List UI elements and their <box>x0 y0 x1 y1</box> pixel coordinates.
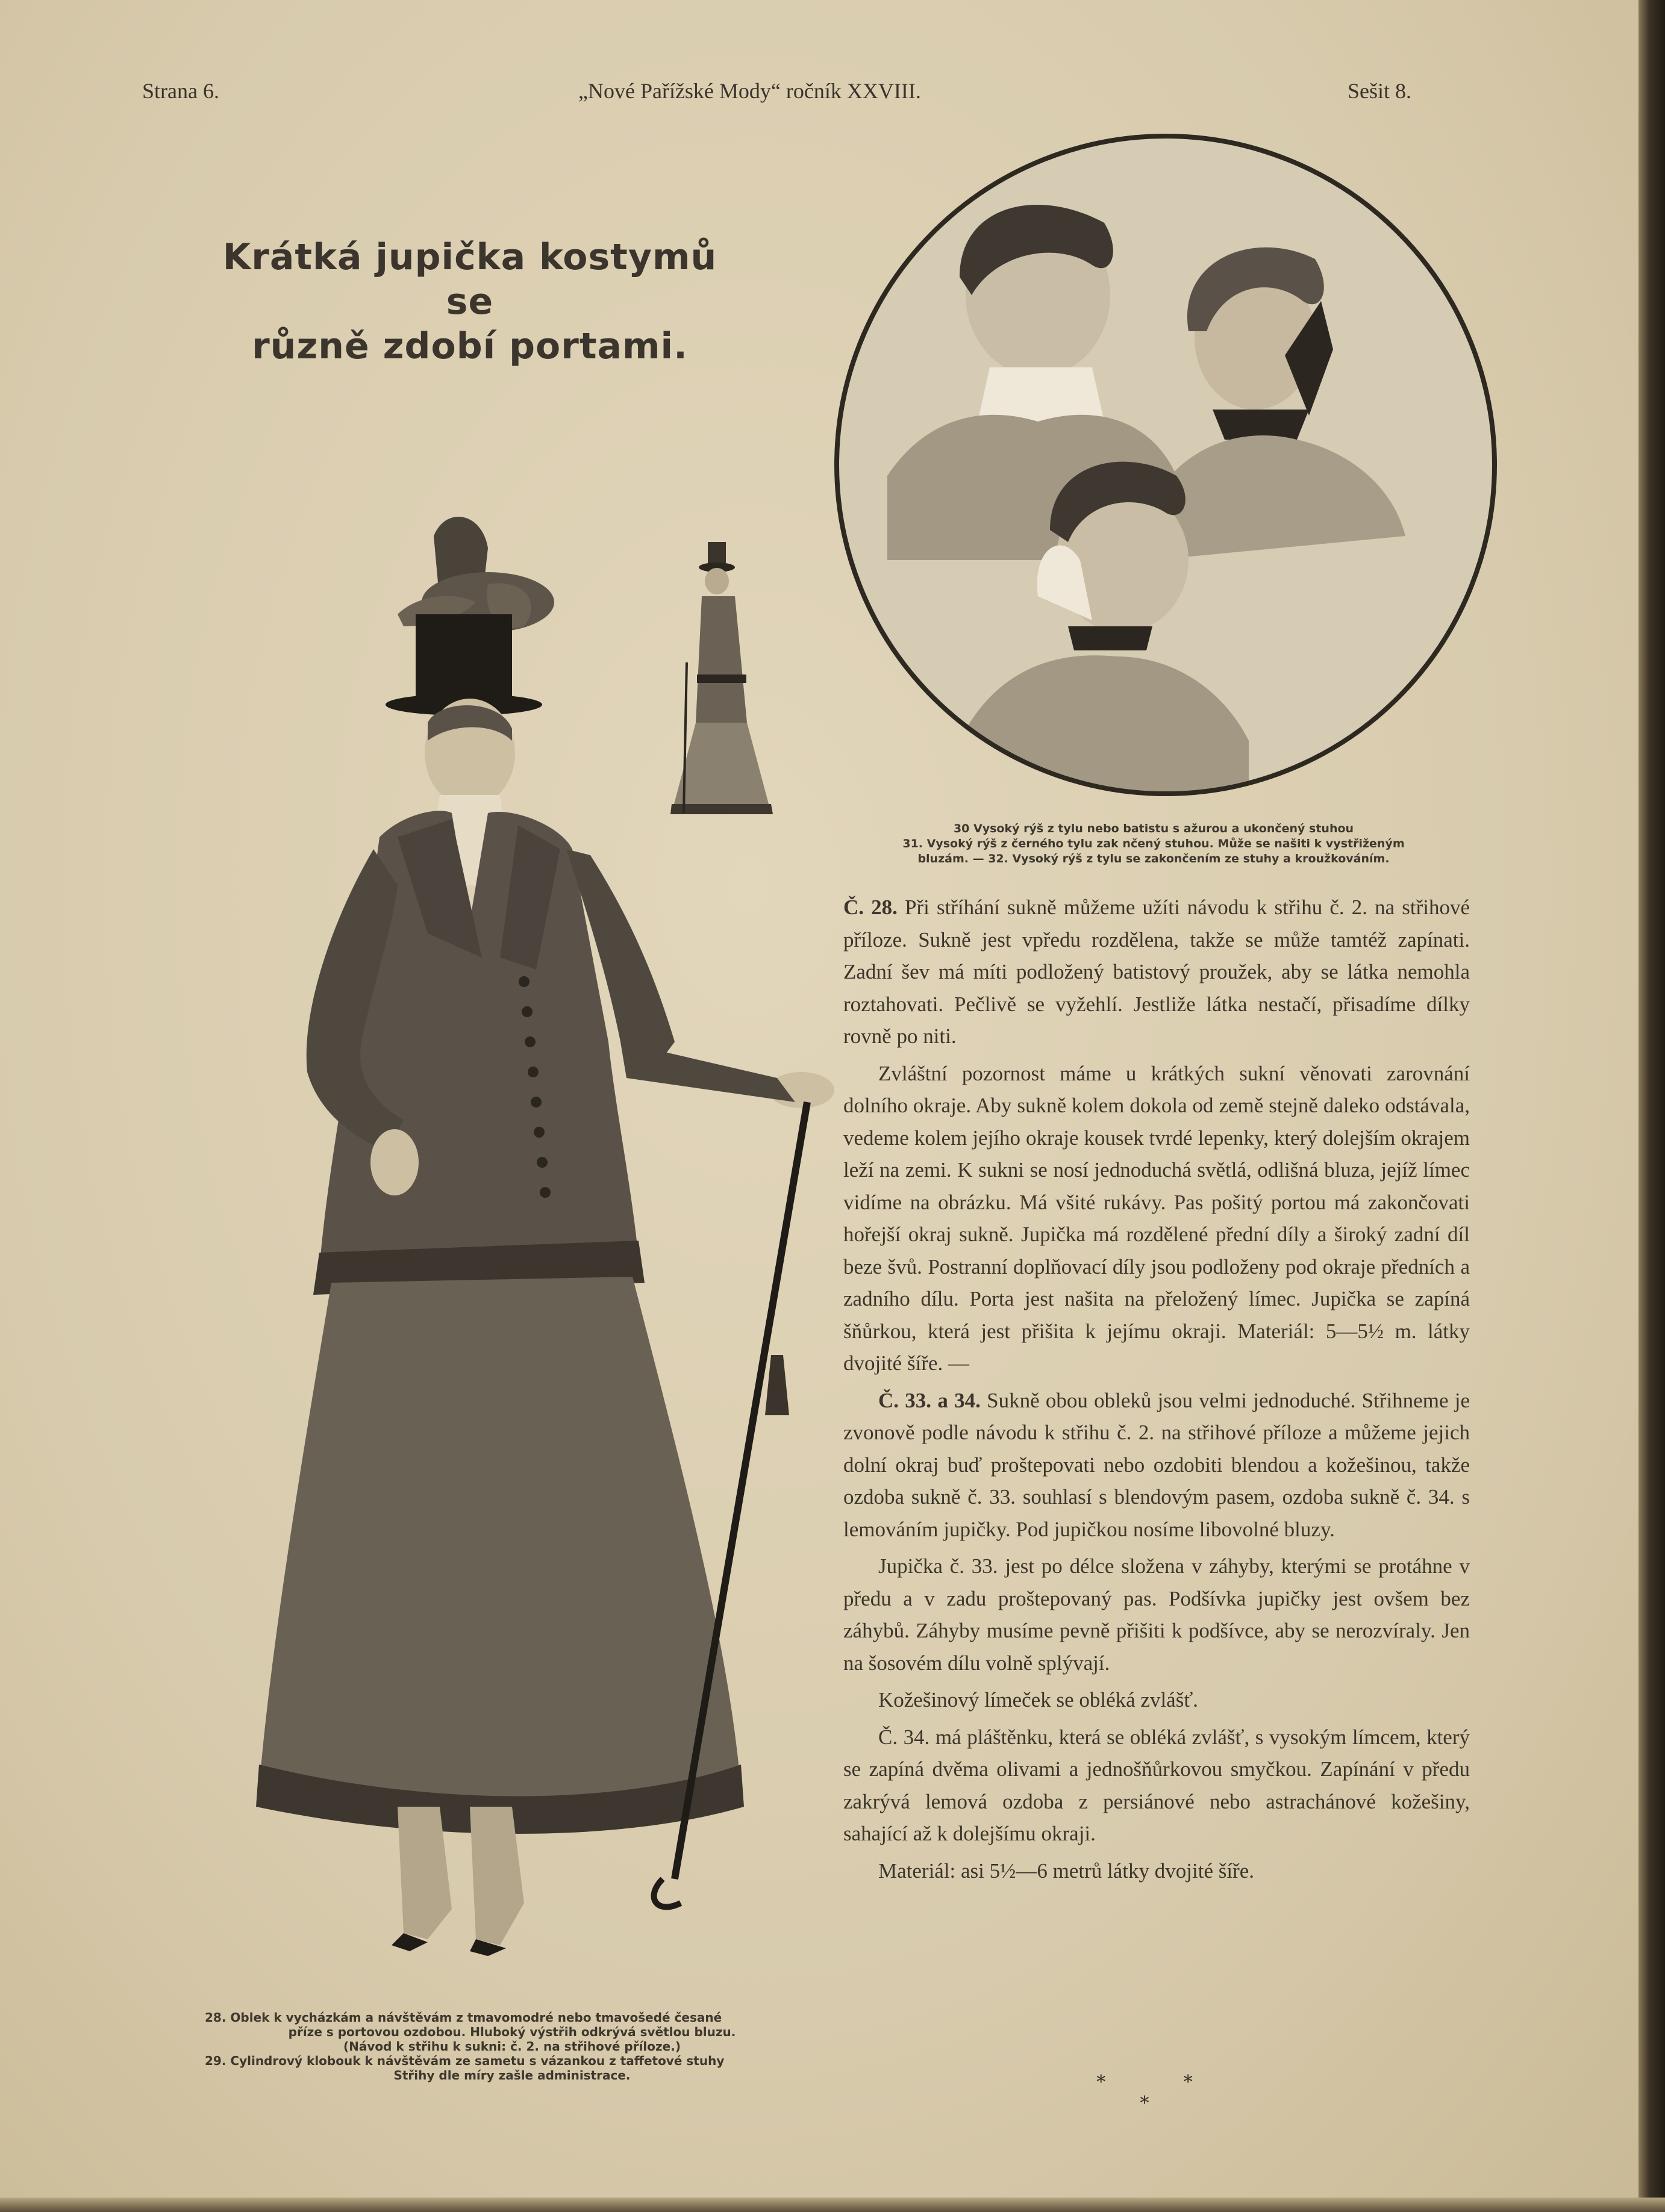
figure-caption-line-2: příze s portovou ozdobou. Hluboký výstřih odkrývá světlou bluzu. <box>288 2025 736 2039</box>
issue-number: Sešit 8. <box>1348 79 1412 103</box>
three-heads-illustration <box>839 139 1492 791</box>
magazine-title: „Nové Pařížské Mody“ ročník XXVIII. <box>578 79 921 103</box>
circle-caption-line-3: bluzám. — 32. Vysoký rýš z tylu se zakončením ze stuhy a kroužkováním. <box>917 852 1390 865</box>
paragraph-1-text: Při stříhání sukně můžeme užíti návodu k střihu č. 2. na střihové příloze. Sukně jest vpředu rozdělena, takže se může tamtéž zapínati. Zadní šev má míti podložený batistový proužek, aby se látka nemohla roztahovati. Pečlivě se vyžehlí. Jestliže látka nestačí, přisadíme dílky rovně po niti. <box>843 896 1470 1048</box>
paragraph-7: Materiál: asi 5½—6 metrů látky dvojité šíře. <box>878 1858 1255 1883</box>
figure-caption <box>205 2010 819 2083</box>
page-bottom-edge <box>0 2198 1665 2212</box>
circle-caption-line-1: 30 Vysoký rýš z tylu nebo batistu s ažurou a ukončený stuhou <box>953 822 1354 835</box>
article-body <box>843 891 1470 1892</box>
page-edge-shadow <box>1638 0 1665 2212</box>
paragraph-1 <box>843 891 1470 1053</box>
article-title-line-1: Krátká jupička kostymů se <box>222 236 717 323</box>
article-title-line-2: různě zdobí portami. <box>252 325 688 367</box>
section-end-ornament: * * * <box>1096 2072 1229 2114</box>
paragraph-2: Zvláštní pozornost máme u krátkých sukní věnovati zarovnání dolního okraje. Aby sukně kolem dokola od země stejně daleko odstávala, vedeme kolem jejího okraje kousek tvrdé lepenky, který dolejším okrajem leží na zemi. K sukni se nosí jednoduchá světlá, odlišná bluza, jejíž límec vidíme na obrázku. Má všité rukávy. Pas pošitý portou má zakončovati hořejší okraj sukně. Jupička má rozdělené přední díly a široký zadní díl beze švů. Postranní doplňovací díly jsou podloženy pod okraje předních a zadního dílu. Porta jest našita na přeložený límec. Jupička se zapíná šňůrkou, která jest přišita k jejímu okraji. Materiál: 5—5½ m. látky dvojité šíře. — <box>843 1061 1470 1375</box>
paragraph-6: Č. 34. má pláštěnku, která se obléká zvlášť, s vysokým límcem, který se zapíná dvěma olivami a jednošňůrkovou smyčkou. Zapínání v předu zakrývá lemová ozdoba z persiánové nebo astrachánové kožešiny, sahající až k dolejšímu okraji. <box>843 1725 1470 1845</box>
paragraph-1-lead: Č. 28. <box>843 896 898 919</box>
page-number: Strana 6. <box>142 79 219 103</box>
article-title <box>199 235 741 369</box>
figure-caption-line-1: 28. Oblek k vycházkám a návštěvám z tmavomodré nebo tmavošedé česané <box>205 2010 722 2025</box>
paragraph-3 <box>843 1385 1470 1546</box>
paragraph-3-text: Sukně obou obleků jsou velmi jednoduché. Střihneme je zvonově podle návodu k střihu č. 2. na střihové příloze a můžeme jejich dolní okraj buď proštepovati nebo ozdobiti blendou a kožešinou, takže ozdoba sukně č. 33. souhlasí s blendovým pasem, ozdoba sukně č. 34. s lemováním jupičky. Pod jupičkou nosíme libovolné bluzy. <box>843 1388 1470 1541</box>
paragraph-4: Jupička č. 33. jest po délce složena v záhyby, kterými se protáhne v předu a v zadu proštepovaný pas. Podšívka jupičky jest ovšem bez záhybů. Záhyby musíme pevně přišiti k podšívce, aby se nerozvíraly. Jen na šosovém dílu volně splývají. <box>843 1554 1470 1675</box>
figure-caption-line-3: (Návod k střihu k sukni: č. 2. na střihové příloze.) <box>343 2039 681 2054</box>
figure-caption-line-5: Střihy dle míry zašle administrace. <box>393 2068 631 2083</box>
figure-caption-line-4: 29. Cylindrový klobouk k návštěvám ze sametu s vázankou z taffetové stuhy <box>205 2054 725 2068</box>
paragraph-3-lead: Č. 33. a 34. <box>878 1388 981 1412</box>
collar-illustration-circle <box>834 134 1497 796</box>
fashion-illustration-back-view <box>660 530 780 825</box>
circle-caption-line-2: 31. Vysoký rýš z černého tylu zak nčený stuhou. Může se našiti k vystřiženým <box>902 837 1405 850</box>
paragraph-5: Kožešinový límeček se obléká zvlášť. <box>878 1688 1199 1712</box>
